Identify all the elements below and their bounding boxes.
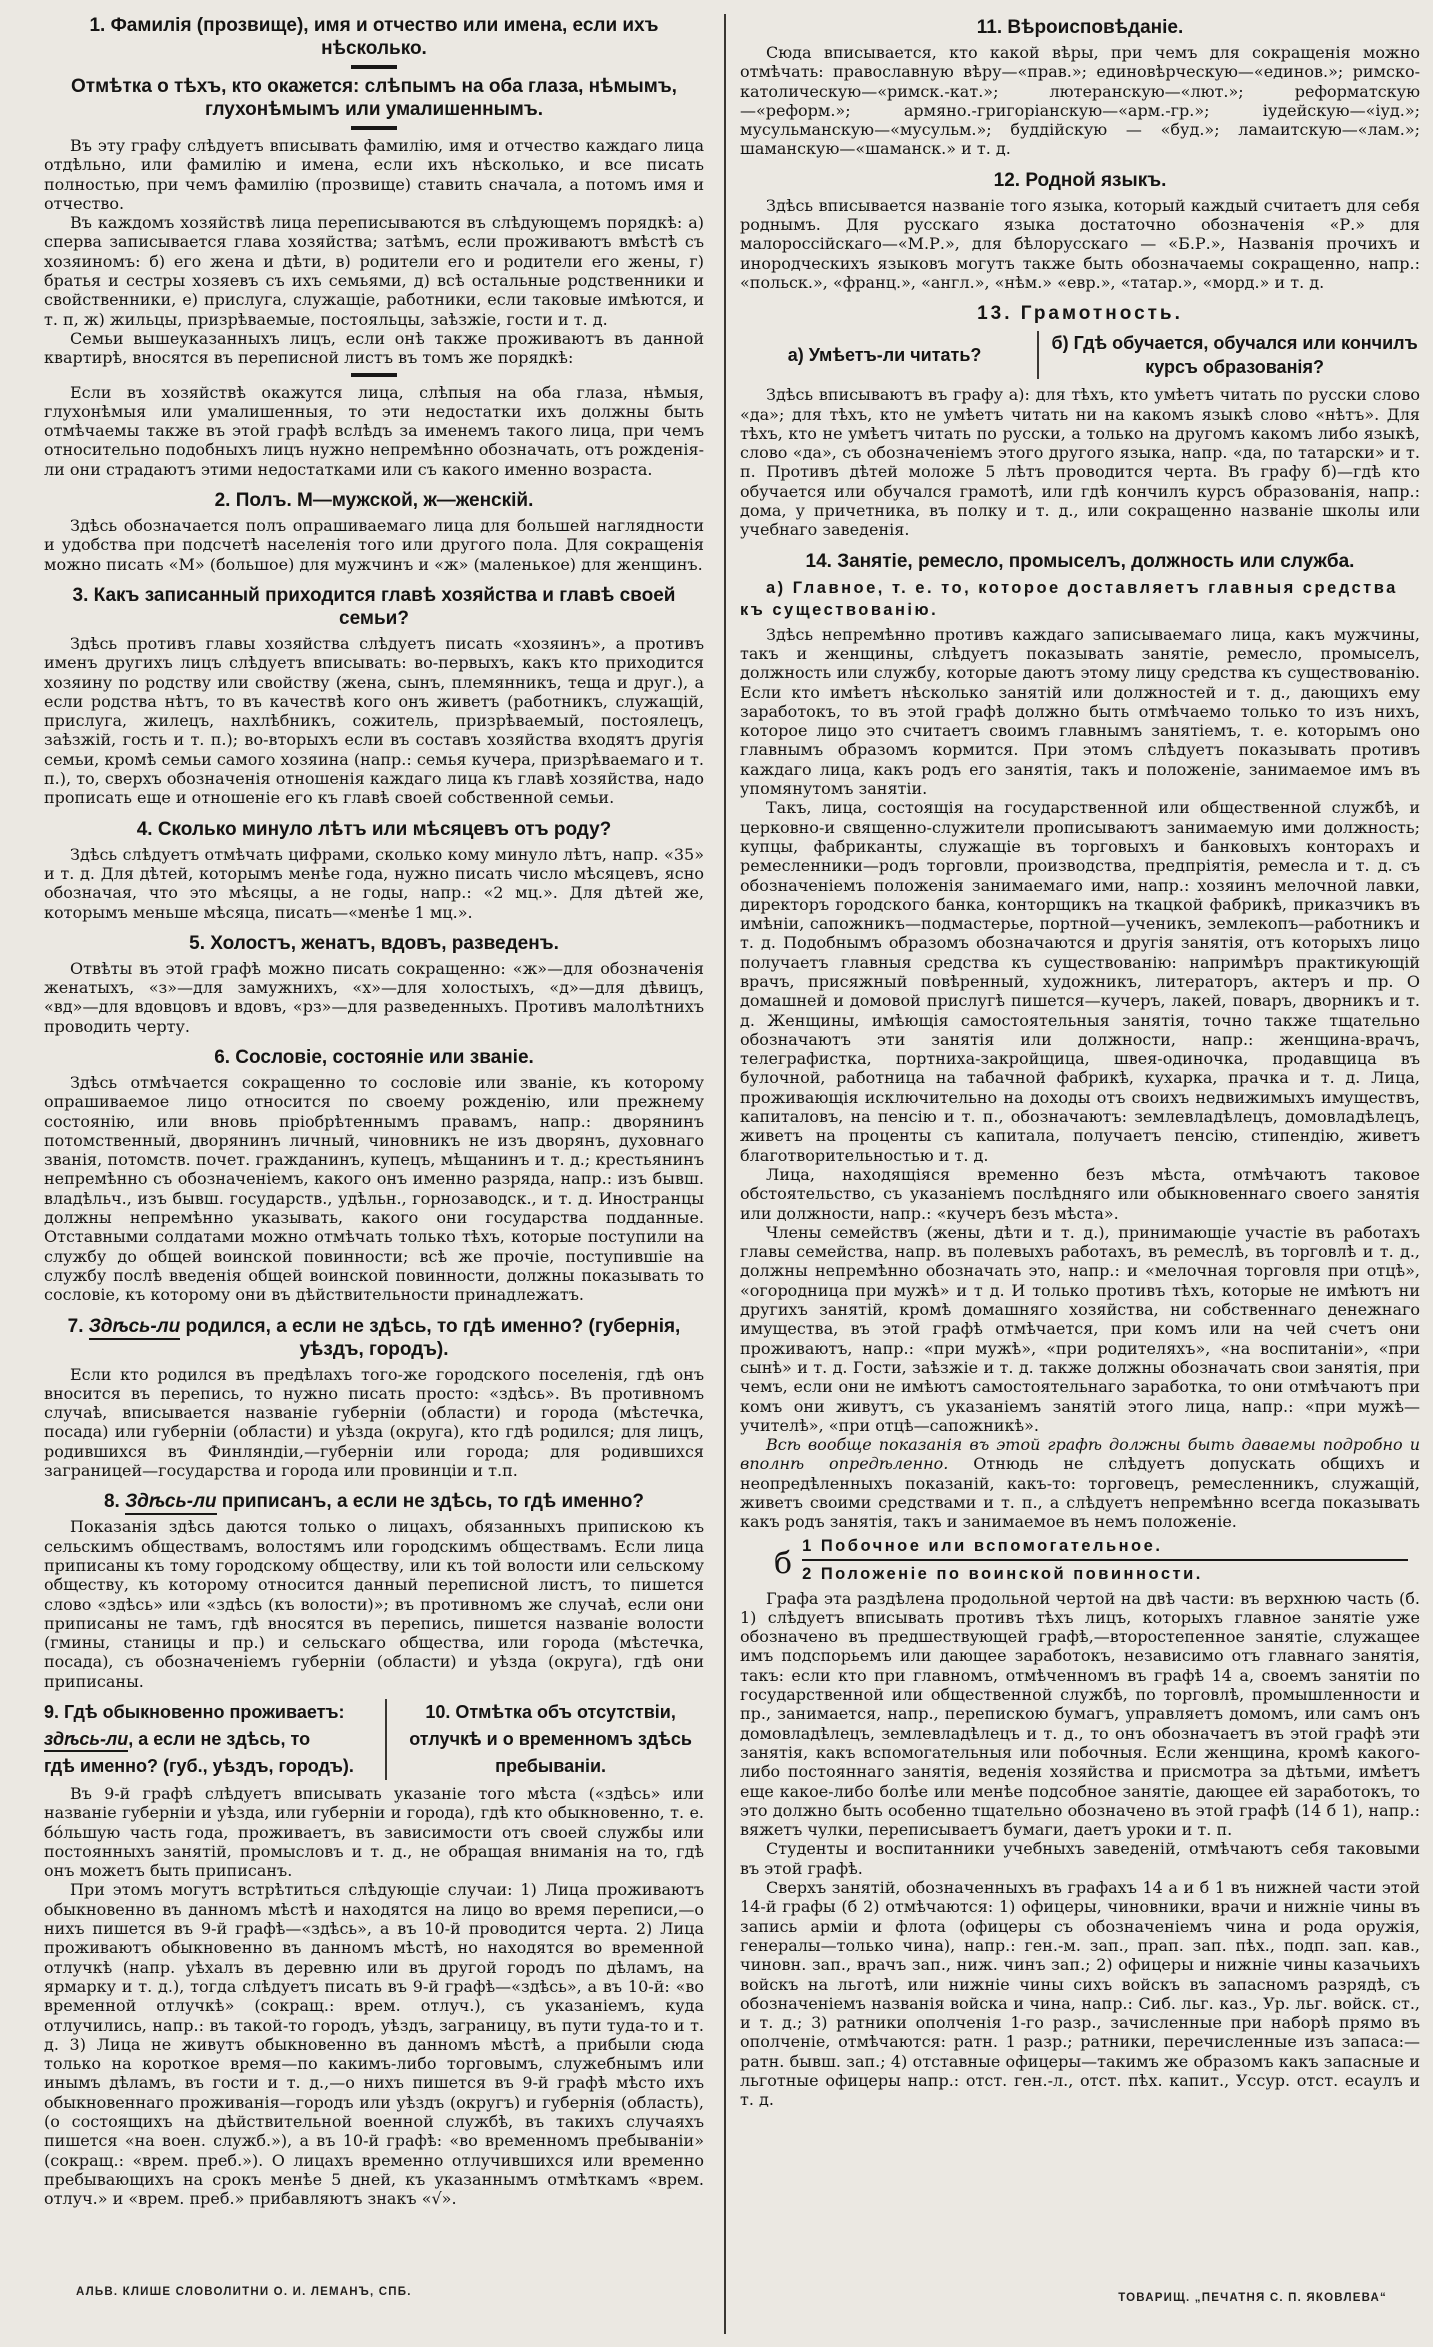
section-8-paragraph-1: Показанія здѣсь даются только о лицахъ, обязанныхъ припискою къ сельскимъ обществамъ, волостямъ или городскимъ обществамъ. Если лица приписаны къ тому городскому обществу, или къ той волости или сельскому обществу, къ которому относится данный переписной листъ, то пишется слово «здѣсь» или «здѣсь (къ волости)»; въ противномъ же случаѣ, если они приписаны не тамъ, гдѣ вносятся въ перепись, пишется названіе волости (гмины, станицы и пр.) и сельскаго общества, или города (мѣстечка, посада), съ обозначеніемъ губерніи (области) и уѣзда (округа), гдѣ они приписаны. (44, 1517, 704, 1691)
section-14b-paragraph-3: Сверхъ занятій, обозначенныхъ въ графахъ 14 а и б 1 въ нижней части этой 14-й графы (б 2) отмѣчаются: 1) офицеры, чиновники, врачи и нижніе чины въ запись арміи и флота (офицеры съ обозначеніемъ чина и рода оружія, генералы—только чина), напр.: ген.-м. зап., прап. зап. пѣх., подп. зап. кав., чиновн. зап., врачъ зап., ниж. чинъ зап.; 2) офицеры и нижніе чины казачьихъ войскъ на льготѣ, или нижніе чины сихъ войскъ въ запасномъ разрядѣ, съ обозначеніемъ названія войска и чина, напр.: Сиб. льг. каз., Ур. льг. войск. ст., и т. д.; 3) ратники ополченія 1-го разр., зачисленные при наборѣ прямо въ ополченіе, отмѣчаются: ратн. 1 разр.; ратники, перечисленные изъ запаса:—ратн. бывш. зап.; 4) отставные офицеры—такимъ же образомъ какъ запасные и льготные офицеры напр.: отст. ген.-л., отст. пѣх. капит., Уссур. отст. есаулъ и т. д. (740, 1878, 1420, 2110)
section-1-title: 1. Фамилія (прозвище), имя и отчество или имена, если ихъ нѣсколько. (89, 15, 659, 59)
section-14-paragraph-5: Всѣ вообще показанія въ этой графѣ должны быть даваемы подробно и вполнѣ опредѣленно. Отнюдь не слѣдуетъ допускать общихъ и неопредѣленныхъ показаній, какъ-то: торговецъ, ремесленникъ, служащій, живетъ своими средствами и т. п., а слѣдуетъ непремѣнно всегда показывать какъ родъ занятія, такъ и занимаемое въ немъ положеніе. (740, 1435, 1420, 1532)
section-4-title: 4. Сколько минуло лѣтъ или мѣсяцевъ отъ роду? (136, 818, 612, 840)
section-13-subheader-b: б) Гдѣ обучается, обучался или кончилъ курсъ образованія? (1051, 333, 1418, 378)
left-column (44, 0, 704, 2278)
section-9-paragraph-2: При этомъ могутъ встрѣтиться слѣдующіе случаи: 1) Лица проживаютъ обыкновенно въ данномъ мѣстѣ и находятся на лицо во время переписи,—о нихъ пишется въ 9-й графѣ—«здѣсь», а въ 10-й проводится черта. 2) Лица проживаютъ обыкновенно въ данномъ мѣстѣ, но находятся во временной отлучкѣ (напр. уѣхалъ въ деревню или въ другой городъ по дѣламъ, на ярмарку и т. д.), тогда слѣдуетъ писать въ 9-й графѣ—«здѣсь», а въ 10-й: «во временной отлучкѣ» (сокращ.: врем. отлуч.), съ указаніемъ, куда отлучились, напр.: въ такой-то городъ, уѣздъ, заграницу, въ пути туда-то и т. д. 3) Лица не живутъ обыкновенно въ данномъ мѣстѣ, а прибыли сюда только на короткое время—по какимъ-либо торговымъ, служебнымъ или инымъ дѣламъ, въ гости и т. д.,—о нихъ пишется въ 9-й графѣ мѣсто ихъ обыкновеннаго проживанія—городъ или уѣздъ (округъ) и губернія (область), (о состоящихъ на дѣйствительной военной службѣ, въ такихъ случаяхъ пишется «на воен. служб.»), а въ 10-й графѣ: «во временномъ пребываніи» (сокращ.: «врем. преб.»). О лицахъ временно отлучившихся или временно пребывающихъ на срокъ менѣе 5 дней, къ указаннымъ отмѣткамъ «врем. отлуч.» и «врем. преб.» прибавляютъ знакъ «√». (44, 1880, 704, 2209)
section-1-subtitle: Отмѣтка о тѣхъ, кто окажется: слѣпымъ на оба глаза, нѣмымъ, глухонѣмымъ или умалишеннымъ. (71, 76, 677, 120)
section-14b-brace-label: б (774, 1546, 793, 1582)
section-14b2-header: 2 Положеніе по воинской повинности. (802, 1564, 1203, 1583)
section-5-title: 5. Холостъ, женатъ, вдовъ, разведенъ. (189, 932, 559, 954)
section-8-title: 8. Здѣсь-ли приписанъ, а если не здѣсь, то гдѣ именно? (44, 1490, 704, 1513)
section-14-paragraph-1: Здѣсь непремѣнно противъ каждаго записываемаго лица, какъ мужчины, такъ и женщины, слѣдуетъ показывать занятіе, ремесло, промыселъ, должность или службу, которые даютъ этому лицу средства къ существованію. Если кто имѣетъ нѣсколько занятій или должностей и т. д., дающихъ ему заработокъ, то въ этой графѣ должно быть отмѣчаемо только то изъ нихъ, которое лицо это считаетъ своимъ главнымъ занятіемъ, т. е. которымъ оно главнымъ образомъ кормится. При этомъ слѣдуетъ показывать противъ каждаго лица, какъ родъ его занятія, такъ и положеніе, занимаемое имъ въ упомянутомъ занятіи. (740, 624, 1420, 799)
section-14-paragraph-4: Члены семействъ (жены, дѣти и т. д.), принимающіе участіе въ работахъ главы семейства, напр. въ полевыхъ работахъ, въ ремеслѣ, въ торговлѣ и т. д., должны непремѣнно обозначать это, напр.: и «мелочная торговля при отцѣ», «огородница при мужѣ» и т д. И только противъ тѣхъ, которые не имѣютъ ни другихъ занятій, кромѣ домашняго хозяйства, ни собственнаго денежнаго имущества, въ этой графѣ отмѣчается, при комъ или на чей счетъ они проживаютъ, напр.: «при мужѣ», «при родителяхъ», «на воспитаніи», «при сынѣ» и т. д. Гости, заѣзжіе и т. д. также должны обозначать свои занятія, при чемъ, если они не имѣютъ самостоятельнаго заработка, то они отмѣчаютъ при комъ они живутъ, съ указаніемъ занятій этого лица, напр.: «при мужѣ—учителѣ», «при отцѣ—сапожникѣ». (740, 1222, 1420, 1435)
section-11-title: 11. Вѣроисповѣданіе. (976, 17, 1184, 38)
section-2-title: 2. Полъ. М—мужской, ж—женскій. (214, 490, 534, 512)
section-3-paragraph-1: Здѣсь противъ главы хозяйства слѣдуетъ писать «хозяинъ», а противъ именъ другихъ лицъ слѣдуетъ вписывать: во-первыхъ, какъ кто приходится хозяину по родству или свойству (жена, сынъ, племянникъ, теща и друг.), а если родства нѣтъ, то въ качествѣ кого онъ живетъ (работникъ, служащій, прислуга, жилецъ, нахлѣбникъ, сожитель, призрѣваемый, постоялецъ, заѣзжій, гость и т. п.); во-вторыхъ если въ составъ хозяйства входятъ другія семьи, кромѣ семьи самого хозяина (напр.: семья кучера, призрѣваемаго и т. п.), то, сверхъ обозначенія отношенія каждаго лица къ главѣ хозяйства, надо прописать еще и отношеніе его къ главѣ своей собственной семьи. (44, 633, 704, 808)
section-14a-header: а) Главное, т. е. то, которое доставляетъ главныя средства къ существованію. (740, 578, 1398, 619)
underlined-word: Здѣсь-ли (89, 1316, 180, 1340)
section-14b-divider (802, 1559, 1408, 1561)
section-14b-header (774, 1536, 1420, 1585)
divider-rule (351, 65, 397, 69)
section-1-paragraph-2: Въ каждомъ хозяйствѣ лица переписываются въ слѣдующемъ порядкѣ: а) сперва записывается глава хозяйства; затѣмъ, если проживаютъ вмѣстѣ съ хозяиномъ: б) его жена и дѣти, в) родители его и родители его жены, г) братья и сестры хозяевъ съ ихъ семьями, д) всѣ остальные родственники и свойственники, е) прислуга, служащіе, работники, если таковые имѣются, и т. п, ж) жильцы, призрѣваемые, постояльцы, заѣзжіе, гости и т. д. (44, 213, 704, 329)
section-6-paragraph-1: Здѣсь отмѣчается сокращенно то сословіе или званіе, къ которому опрашиваемое лицо относится по своему рожденію, или прежнему состоянію, или вновь пріобрѣтеннымъ правамъ, напр.: дворянинъ потомственный, дворянинъ личный, чиновникъ не изъ дворянъ, духовнаго званія, потомств. почет. гражданинъ, купецъ, мѣщанинъ и т. д.; крестьянинъ непремѣнно съ обозначеніемъ, какого онъ именно разряда, напр.: изъ бывш. владѣльч., изъ бывш. государств., удѣльн., горнозаводск., и т. д. Иностранцы должны непремѣнно указывать, какого они государства подданные. Отставными солдатами можно отмѣчать только тѣхъ, которые поступили на службу до общей воинской повинности; всѣ же прочіе, поступившіе на службу послѣ введенія общей воинской повинности, должны показывать то сословіе, къ которому они въ дѣйствительности принадлежатъ. (44, 1072, 704, 1305)
section-2-paragraph-1: Здѣсь обозначается полъ опрашиваемаго лица для большей наглядности и удобства при подсчетѣ населенія того или другого пола. Для сокращенія можно писать «М» (большое) для мужчинъ и «ж» (маленькое) для женщинъ. (44, 516, 704, 574)
section-14b-paragraph-1: Графа эта раздѣлена продольной чертой на двѣ части: въ верхнюю часть (б. 1) слѣдуетъ вписывать противъ тѣхъ лицъ, которыхъ главное занятіе уже обозначено въ предшествующей графѣ,—второстепенное занятіе, служащее имъ подспорьемъ или дающее заработокъ, независимо отъ главнаго занятія, такъ: если кто при главномъ, отмѣченномъ въ графѣ 14 а, своемъ занятіи по государственной или общественной службѣ, по торговлѣ, промышленности и пр., занимается, напр., перепискою бумагъ, управляетъ домомъ, или самъ онъ домовладѣлецъ, землевладѣлецъ и т. д., то онъ обозначаетъ въ этой графѣ эти занятія, какъ вспомогательныя или побочныя. Если женщина, кромѣ какого-либо постояннаго занятія, веденія хозяйства и присмотра за дѣтьми, имѣетъ еще какое-либо болѣе или менѣе подсобное занятіе, дающее ей заработокъ, то это должно быть особенно тщательно обозначено въ этой графѣ (14 б 1), напр.: вяжетъ чулки, переписываетъ бумаги, даетъ уроки и т. п. (740, 1588, 1420, 1840)
section-14b1-header: 1 Побочное или вспомогательное. (802, 1536, 1163, 1555)
section-1-paragraph-3: Семьи вышеуказанныхъ лицъ, если онѣ также проживаютъ въ данной квартирѣ, вносятся въ переписной листъ въ томъ же порядкѣ: (44, 328, 704, 368)
divider-rule (351, 126, 397, 130)
section-3-title: 3. Какъ записанный приходится главѣ хозяйства и главѣ своей семьи? (72, 584, 676, 629)
section-12-title: 12. Родной языкъ. (993, 169, 1167, 191)
section-9-paragraph-1: Въ 9-й графѣ слѣдуетъ вписывать указаніе того мѣста («здѣсь» или названіе губерніи и уѣзда, или губерніи и города), гдѣ кто обыкновенно, т. е. бо́льшую часть года, проживаетъ, въ зависимости отъ своей службы или постоянныхъ занятій, промысловъ и т. д., не обращая вниманія на то, гдѣ онъ можетъ быть приписанъ. (44, 1784, 704, 1881)
imprint-right: ТОВАРИЩ. „ПЕЧАТНЯ С. П. ЯКОВЛЕВА“ (1118, 2292, 1387, 2304)
underlined-word: здѣсь-ли (44, 1729, 128, 1752)
section-5-paragraph-1: Отвѣты въ этой графѣ можно писать сокращенно: «ж»—для обозначенія женатыхъ, «з»—для замужнихъ, «х»—для холостыхъ, «д»—для дѣвицъ, «вд»—для вдовцовъ и вдовъ, «рз»—для разведенныхъ. Противъ малолѣтнихъ проводить черту. (44, 958, 704, 1036)
section-14-paragraph-2: Такъ, лица, состоящія на государственной или общественной службѣ, и церковно-и священно-служители прописываютъ занимаемую ими должность; купцы, фабриканты, служащіе въ торговыхъ и банковыхъ конторахъ и ремесленники—родъ торговли, производства, предпріятія, ремесла и т. д. съ обозначеніемъ положенія занимаемаго ими, напр.: хозяинъ мелочной лавки, директоръ городского банка, конторщикъ на ткацкой фабрикѣ, приказчикъ въ имѣніи, сапожникъ—подмастерье, портной—ученикъ, землекопъ—работникъ и т. д. Подобнымъ образомъ обозначаются и другія занятія, отъ которыхъ лицо получаетъ главныя средства къ существованію: напримѣръ практикующій врачъ, присяжный повѣренный, художникъ, литераторъ, актеръ и пр. О домашней и домовой прислугѣ пишется—кучеръ, лакей, поваръ, дворникъ и т. д. Женщины, имѣющія самостоятельныя занятія, точно также тщательно обозначаютъ эти занятія или должности, напр.: женщина-врачъ, телеграфистка, портниха-закройщица, швея-одиночка, продавщица въ булочной, работница на табачной фабрикѣ, кухарка, прачка и т. д. Лица, проживающія исключительно на доходы отъ своихъ недвижимыхъ имуществъ, капиталовъ, на пенсію и т. п., обозначаютъ: землевладѣлецъ, домовладѣлецъ, живетъ на проценты съ капитала, получаетъ пенсію, стипендію, живетъ благотворительностью и т. д. (740, 798, 1420, 1165)
section-7-paragraph-1: Если кто родился въ предѣлахъ того-же городского поселенія, гдѣ онъ вносится въ перепись, то нужно писать просто: «здѣсь». Въ противномъ случаѣ, вписывается названіе губерніи (области) и города (мѣстечка, посада) или губерніи (области) и уѣзда (округа), кто гдѣ родился; для лицъ, родившихся въ Финляндіи,—губерніи или города; для родившихся заграницей—государства и города или провинціи и т.п. (44, 1364, 704, 1481)
section-4-paragraph-1: Здѣсь слѣдуетъ отмѣчать цифрами, сколько кому минуло лѣтъ, напр. «35» и т. д. Для дѣтей, которымъ менѣе года, нужно писать число мѣсяцевъ, ясно обозначая, что это мѣсяцы, а не годы, напр.: «2 мц.». Для дѣтей же, которымъ меньше мѣсяца, писать—«менѣе 1 мц.». (44, 844, 704, 922)
underlined-word: Здѣсь-ли (125, 1491, 216, 1515)
column-divider (724, 14, 726, 2334)
section-13-title: 13. Грамотность. (977, 303, 1183, 325)
italic-lead: Всѣ вообще показанія въ этой графѣ должны быть даваемы подробно и вполнѣ опредѣленно. (740, 1435, 1420, 1474)
section-1-paragraph-1: Въ эту графу слѣдуетъ вписывать фамилію, имя и отчество каждаго лица отдѣльно, или фамилію и имена, если ихъ нѣсколько, и все писать полностью, при чемъ фамилію (прозвище) ставить сначала, а потомъ имя и отчество. (44, 136, 704, 213)
section-10-header: 10. Отмѣтка объ отсутствіи, отлучкѣ и о временномъ здѣсь пребываніи. (409, 1702, 692, 1776)
imprint-left: АЛЬВ. КЛИШЕ СЛОВОЛИТНИ О. И. ЛЕМАНЪ, СПБ. (76, 2286, 412, 2298)
section-14-paragraph-3: Лица, находящіяся временно безъ мѣста, отмѣчаютъ таковое обстоятельство, съ указаніемъ послѣдняго или обыкновеннаго своего занятія или должности, напр.: «кучеръ безъ мѣста». (740, 1164, 1420, 1223)
section-11-paragraph-1: Сюда вписывается, кто какой вѣры, при чемъ для сокращенія можно отмѣчать: православную вѣру—«прав.»; единовѣрческую—«единов.»; римско-католическую—«римск.-кат.»; лютеранскую—«лют.»; реформатскую—«реформ.»; армяно.-григоріанскую—«арм.-гр.»; іудейскую—«іуд.»; мусульманскую—«мусульм.»; буддійскую — «буд.»; ламаитскую—«лам.»; шаманскую—«шаманск.» и т. д. (740, 43, 1420, 159)
section-9-header: 9. Гдѣ обыкновенно проживаетъ: здѣсь-ли, а если не здѣсь, то гдѣ именно? (губ., уѣздъ, городъ). (44, 1699, 387, 1780)
section-6-title: 6. Сословіе, состояніе или званіе. (214, 1046, 534, 1068)
section-7-title: 7. Здѣсь-ли родился, а если не здѣсь, то гдѣ именно? (губернія, уѣздъ, городъ). (67, 1315, 681, 1360)
section-13-subheaders (740, 331, 1420, 379)
section-13-paragraph-1: Здѣсь вписываютъ въ графу а): для тѣхъ, кто умѣетъ читать по русски слово «да»; для тѣхъ, кто не умѣетъ читать ни на какомъ языкѣ слово «нѣтъ». Для тѣхъ, кто не умѣетъ читать по русски, а только на другомъ какомъ либо языкѣ, слово «да», съ обозначеніемъ этого другого языка, напр. «да, по татарски» и т. п. Противъ дѣтей моложе 5 лѣтъ проводится черта. Въ графу б)—гдѣ кто обучается или обучался грамотѣ, или гдѣ кончилъ курсъ образованія, напр.: дома, у причетника, въ полку и т. д., или сокращенно названіе школы или учебнаго заведенія. (740, 385, 1420, 540)
section-14b-paragraph-2: Студенты и воспитанники учебныхъ заведеній, отмѣчаютъ себя таковыми въ этой графѣ. (740, 1839, 1420, 1878)
section-1-paragraph-4: Если въ хозяйствѣ окажутся лица, слѣпыя на оба глаза, нѣмыя, глухонѣмыя или умалишенныя, то эти недостатки ихъ должны быть отмѣчаемы также въ этой графѣ вслѣдъ за именемъ такого лица, при чемъ относительно подобныхъ лицъ нужно непремѣнно обозначать, отъ рожденія-ли они страдаютъ этими недостатками или съ какого именно возраста. (44, 382, 704, 479)
divider-rule (351, 373, 397, 377)
section-9-10-header (44, 1699, 704, 1780)
section-13-subheader-a: а) Умѣетъ-ли читать? (740, 331, 1039, 379)
section-14-title: 14. Занятіе, ремесло, промыселъ, должность или служба. (805, 550, 1355, 572)
right-column (740, 0, 1420, 2280)
section-12-paragraph-1: Здѣсь вписывается названіе того языка, который каждый считаетъ для себя роднымъ. Для русскаго языка достаточно обозначенія «Р.» для малороссійскаго—«М.Р.», для бѣлорусскаго — «Б.Р.», Названія прочихъ и инородческихъ языковъ могутъ также быть обозначаемы сокращенно, напр.: «польск.», «франц.», «англ.», «нѣм.» «евр.», «татар.», «морд.» и т. д. (740, 195, 1420, 292)
